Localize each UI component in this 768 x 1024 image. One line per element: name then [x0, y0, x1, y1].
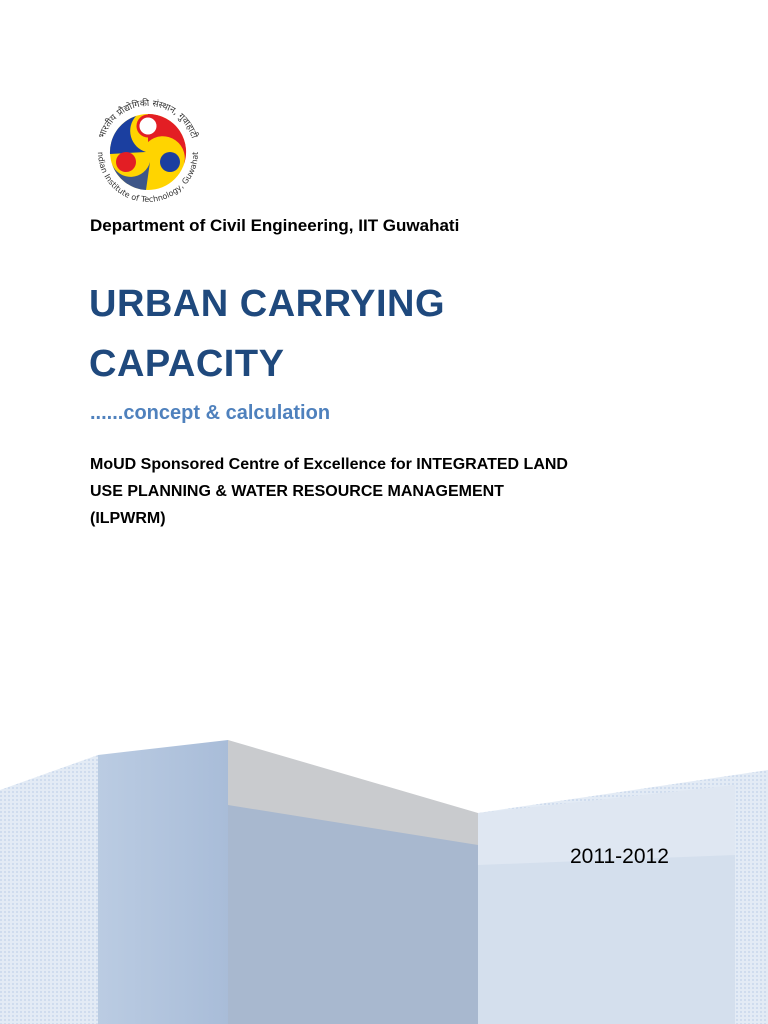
sponsor-description: [90, 451, 690, 532]
document-title: [89, 274, 445, 394]
emblem-english-text: ndian Institute of Technology, Guwahat: [95, 151, 201, 205]
title-line: URBAN CARRYING: [89, 283, 446, 325]
document-subtitle: ......concept & calculation: [90, 402, 331, 424]
description-line: (ILPWRM): [90, 510, 166, 527]
emblem-hindi-text: भारतीय प्रौद्योगिकी संस्थान, गुवाहाटी: [97, 98, 199, 140]
description-line: MoUD Sponsored Centre of Excellence for INTEGRATED LAND: [90, 456, 568, 473]
year-range: 2011-2012: [570, 845, 669, 868]
decorative-bands: [0, 735, 768, 1024]
iit-guwahati-emblem-icon: [88, 92, 208, 212]
department-name: Department of Civil Engineering, IIT Guwahati: [90, 216, 460, 235]
title-line: CAPACITY: [89, 343, 285, 385]
description-line: USE PLANNING & WATER RESOURCE MANAGEMENT: [90, 483, 504, 500]
